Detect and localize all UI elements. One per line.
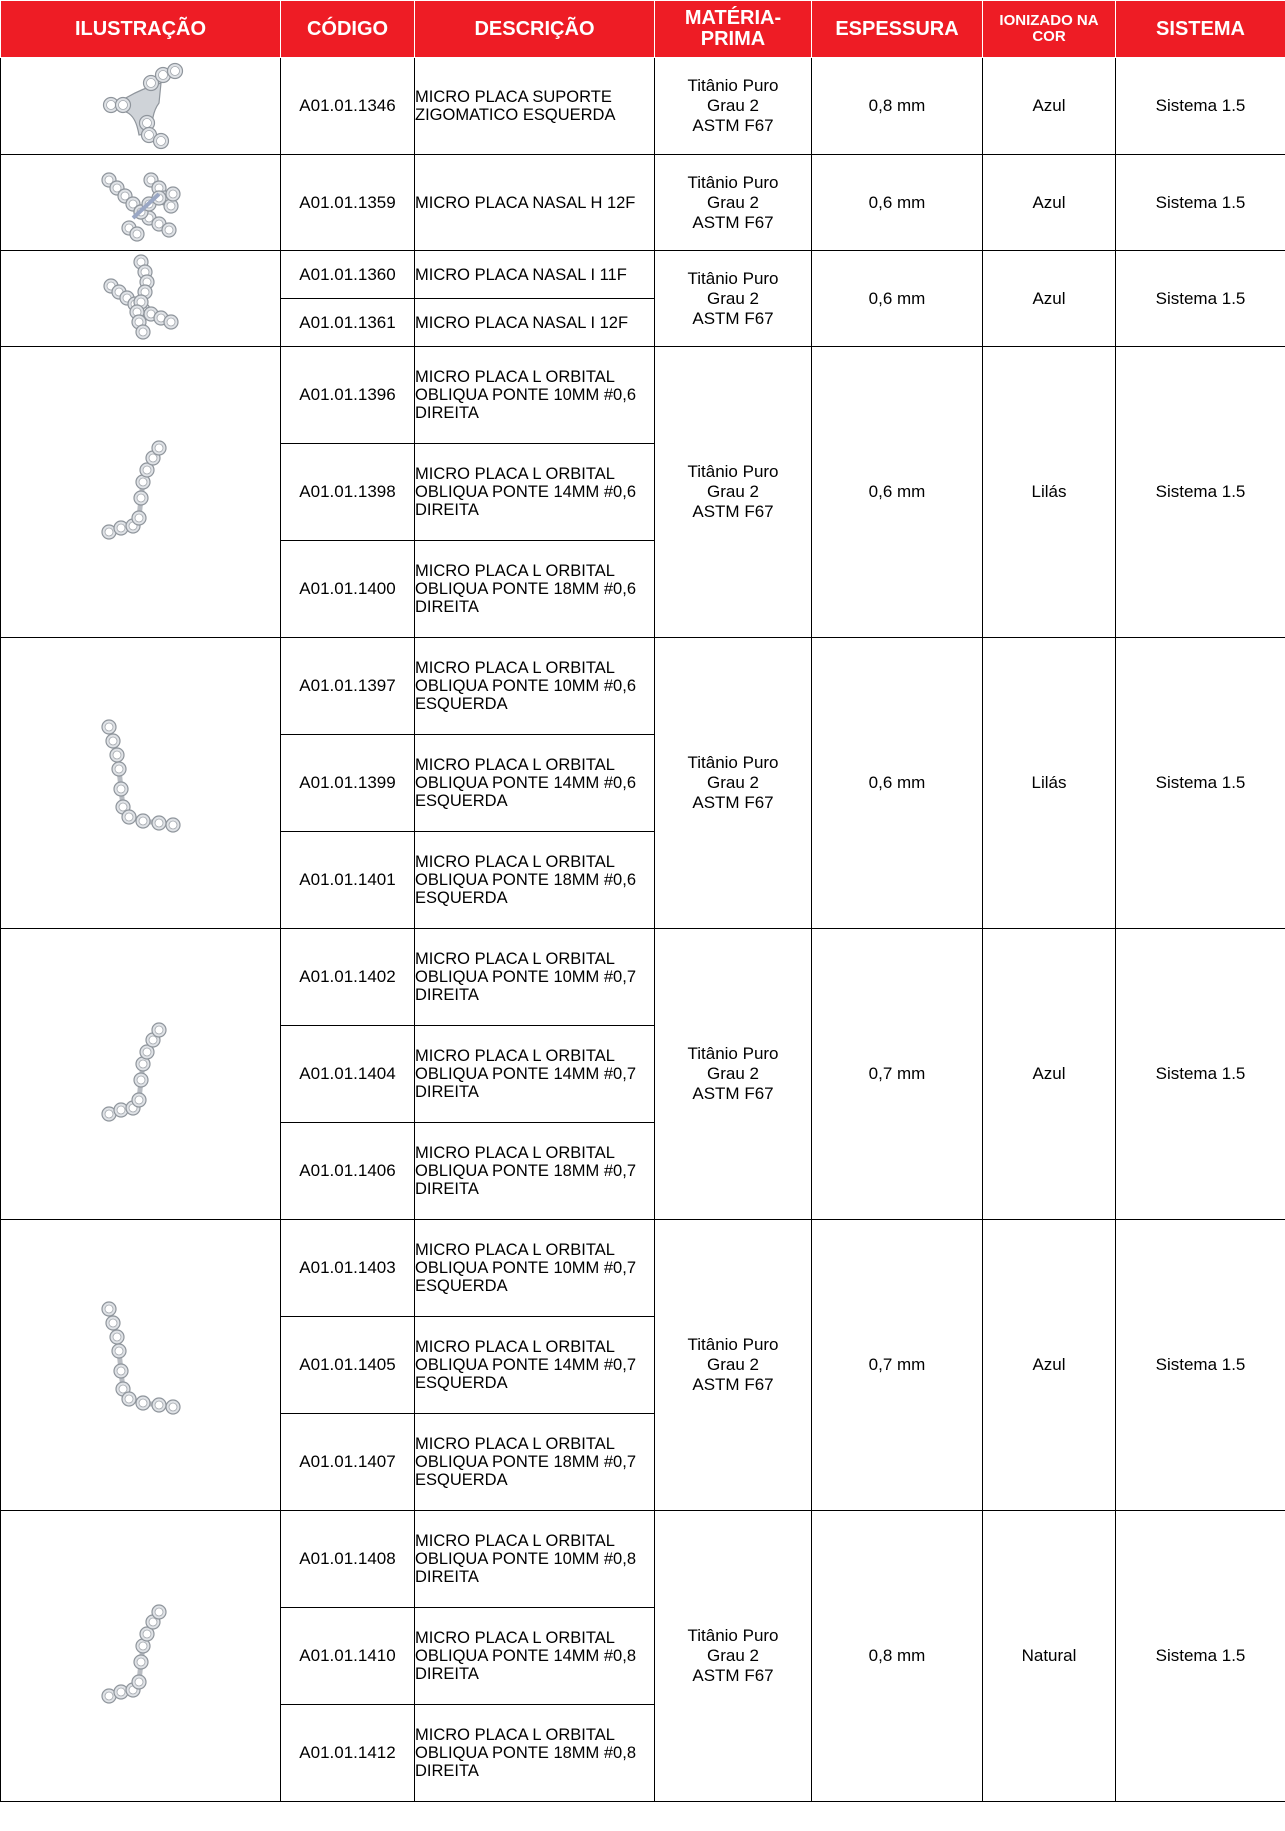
material-line: ASTM F67 bbox=[692, 793, 774, 812]
material-line: Titânio Puro bbox=[687, 462, 779, 481]
product-description: MICRO PLACA L ORBITAL OBLIQUA PONTE 10MM #0,7 DIREITA bbox=[415, 929, 655, 1026]
thickness-cell: 0,6 mm bbox=[812, 155, 983, 251]
material-cell bbox=[655, 58, 812, 155]
material-line: ASTM F67 bbox=[692, 1084, 774, 1103]
color-cell: Natural bbox=[983, 1511, 1116, 1802]
table-row bbox=[1, 251, 1285, 299]
product-description: MICRO PLACA L ORBITAL OBLIQUA PONTE 18MM #0,6 ESQUERDA bbox=[415, 832, 655, 929]
product-description: MICRO PLACA NASAL H 12F bbox=[415, 155, 655, 251]
illustration-cell bbox=[1, 929, 281, 1220]
material-line: Grau 2 bbox=[707, 192, 759, 212]
illustration-cell bbox=[1, 638, 281, 929]
thickness-cell: 0,6 mm bbox=[812, 347, 983, 638]
material-line: Titânio Puro bbox=[687, 1044, 779, 1063]
system-cell: Sistema 1.5 bbox=[1116, 929, 1285, 1220]
material-line: Titânio Puro bbox=[687, 268, 779, 288]
color-cell: Azul bbox=[983, 1220, 1116, 1511]
l-orbital-plate-right-icon bbox=[1, 1596, 280, 1716]
material-line: Titânio Puro bbox=[687, 1335, 779, 1354]
material-cell bbox=[655, 929, 812, 1220]
product-code: A01.01.1359 bbox=[281, 155, 415, 251]
system-cell: Sistema 1.5 bbox=[1116, 58, 1285, 155]
thickness-cell: 0,7 mm bbox=[812, 929, 983, 1220]
header-espessura: ESPESSURA bbox=[812, 1, 983, 58]
material-line: Grau 2 bbox=[707, 96, 759, 115]
product-description: MICRO PLACA L ORBITAL OBLIQUA PONTE 18MM #0,7 DIREITA bbox=[415, 1123, 655, 1220]
product-code: A01.01.1401 bbox=[281, 832, 415, 929]
material-cell bbox=[655, 251, 812, 347]
product-code: A01.01.1361 bbox=[281, 299, 415, 347]
header-row bbox=[1, 1, 1285, 58]
header-sistema: SISTEMA bbox=[1116, 1, 1285, 58]
illustration-cell bbox=[1, 1511, 281, 1802]
thickness-cell: 0,6 mm bbox=[812, 638, 983, 929]
product-code: A01.01.1406 bbox=[281, 1123, 415, 1220]
material-cell bbox=[655, 638, 812, 929]
color-cell: Lilás bbox=[983, 347, 1116, 638]
material-line: Grau 2 bbox=[707, 1355, 759, 1374]
product-code: A01.01.1400 bbox=[281, 541, 415, 638]
system-cell: Sistema 1.5 bbox=[1116, 1511, 1285, 1802]
color-cell: Azul bbox=[983, 251, 1116, 347]
header-ilustracao: ILUSTRAÇÃO bbox=[1, 1, 281, 58]
product-description: MICRO PLACA NASAL I 11F bbox=[415, 251, 655, 299]
product-description: MICRO PLACA L ORBITAL OBLIQUA PONTE 10MM #0,6 ESQUERDA bbox=[415, 638, 655, 735]
product-description: MICRO PLACA SUPORTE ZIGOMATICO ESQUERDA bbox=[415, 58, 655, 155]
thickness-cell: 0,7 mm bbox=[812, 1220, 983, 1511]
table-row bbox=[1, 58, 1285, 155]
product-description: MICRO PLACA L ORBITAL OBLIQUA PONTE 10MM #0,6 DIREITA bbox=[415, 347, 655, 444]
l-orbital-plate-right-icon bbox=[1, 1014, 280, 1134]
material-line: ASTM F67 bbox=[692, 502, 774, 521]
table-row bbox=[1, 638, 1285, 735]
illustration-cell bbox=[1, 251, 281, 347]
material-line: Grau 2 bbox=[707, 773, 759, 792]
material-line: ASTM F67 bbox=[692, 1375, 774, 1394]
table-row bbox=[1, 347, 1285, 444]
system-cell: Sistema 1.5 bbox=[1116, 251, 1285, 347]
product-code: A01.01.1360 bbox=[281, 251, 415, 299]
l-orbital-plate-right-icon bbox=[1, 432, 280, 552]
product-description: MICRO PLACA L ORBITAL OBLIQUA PONTE 10MM #0,8 DIREITA bbox=[415, 1511, 655, 1608]
l-orbital-plate-left-icon bbox=[1, 713, 280, 853]
system-cell: Sistema 1.5 bbox=[1116, 638, 1285, 929]
material-cell bbox=[655, 347, 812, 638]
thickness-cell: 0,8 mm bbox=[812, 58, 983, 155]
product-description: MICRO PLACA L ORBITAL OBLIQUA PONTE 14MM #0,8 DIREITA bbox=[415, 1608, 655, 1705]
product-description: MICRO PLACA L ORBITAL OBLIQUA PONTE 14MM #0,6 ESQUERDA bbox=[415, 735, 655, 832]
l-orbital-plate-left-icon bbox=[1, 1295, 280, 1435]
material-line: Grau 2 bbox=[707, 1064, 759, 1083]
product-code: A01.01.1405 bbox=[281, 1317, 415, 1414]
table-row bbox=[1, 1220, 1285, 1317]
header-descricao: DESCRIÇÃO bbox=[415, 1, 655, 58]
thickness-cell: 0,6 mm bbox=[812, 251, 983, 347]
product-description: MICRO PLACA L ORBITAL OBLIQUA PONTE 18MM #0,8 DIREITA bbox=[415, 1705, 655, 1802]
table-body bbox=[1, 58, 1285, 1802]
product-code: A01.01.1407 bbox=[281, 1414, 415, 1511]
illustration-cell bbox=[1, 155, 281, 251]
product-description: MICRO PLACA L ORBITAL OBLIQUA PONTE 18MM #0,7 ESQUERDA bbox=[415, 1414, 655, 1511]
material-line: Grau 2 bbox=[707, 482, 759, 501]
product-description: MICRO PLACA NASAL I 12F bbox=[415, 299, 655, 347]
material-line: ASTM F67 bbox=[692, 116, 774, 135]
color-cell: Lilás bbox=[983, 638, 1116, 929]
header-ionizado-na-cor: IONIZADO NA COR bbox=[983, 1, 1116, 58]
product-code: A01.01.1403 bbox=[281, 1220, 415, 1317]
product-code: A01.01.1412 bbox=[281, 1705, 415, 1802]
material-line: ASTM F67 bbox=[692, 308, 774, 328]
product-description: MICRO PLACA L ORBITAL OBLIQUA PONTE 14MM #0,6 DIREITA bbox=[415, 444, 655, 541]
header-codigo: CÓDIGO bbox=[281, 1, 415, 58]
product-description: MICRO PLACA L ORBITAL OBLIQUA PONTE 10MM #0,7 ESQUERDA bbox=[415, 1220, 655, 1317]
material-line: Titânio Puro bbox=[687, 1626, 779, 1645]
product-code: A01.01.1399 bbox=[281, 735, 415, 832]
color-cell: Azul bbox=[983, 58, 1116, 155]
illustration-cell bbox=[1, 1220, 281, 1511]
color-cell: Azul bbox=[983, 155, 1116, 251]
zygomatic-support-plate-icon bbox=[1, 61, 280, 151]
product-code: A01.01.1404 bbox=[281, 1026, 415, 1123]
illustration-cell bbox=[1, 58, 281, 155]
material-line: ASTM F67 bbox=[692, 212, 774, 232]
material-line: Titânio Puro bbox=[687, 172, 779, 192]
product-code: A01.01.1397 bbox=[281, 638, 415, 735]
product-code: A01.01.1346 bbox=[281, 58, 415, 155]
product-code: A01.01.1410 bbox=[281, 1608, 415, 1705]
material-line: Grau 2 bbox=[707, 1646, 759, 1665]
product-code: A01.01.1402 bbox=[281, 929, 415, 1026]
table-row bbox=[1, 1511, 1285, 1608]
system-cell: Sistema 1.5 bbox=[1116, 1220, 1285, 1511]
nasal-h-plate-icon bbox=[1, 158, 280, 248]
material-line: ASTM F67 bbox=[692, 1666, 774, 1685]
material-cell bbox=[655, 1220, 812, 1511]
nasal-i-plate-icon bbox=[1, 254, 280, 344]
product-code: A01.01.1396 bbox=[281, 347, 415, 444]
product-description: MICRO PLACA L ORBITAL OBLIQUA PONTE 14MM #0,7 ESQUERDA bbox=[415, 1317, 655, 1414]
product-code: A01.01.1398 bbox=[281, 444, 415, 541]
product-description: MICRO PLACA L ORBITAL OBLIQUA PONTE 14MM #0,7 DIREITA bbox=[415, 1026, 655, 1123]
table-row bbox=[1, 929, 1285, 1026]
material-line: Titânio Puro bbox=[687, 753, 779, 772]
material-cell bbox=[655, 155, 812, 251]
illustration-cell bbox=[1, 347, 281, 638]
system-cell: Sistema 1.5 bbox=[1116, 155, 1285, 251]
product-code: A01.01.1408 bbox=[281, 1511, 415, 1608]
header-materia-prima: MATÉRIA-PRIMA bbox=[655, 1, 812, 58]
thickness-cell: 0,8 mm bbox=[812, 1511, 983, 1802]
system-cell: Sistema 1.5 bbox=[1116, 347, 1285, 638]
material-line: Titânio Puro bbox=[687, 76, 779, 95]
color-cell: Azul bbox=[983, 929, 1116, 1220]
table-row bbox=[1, 155, 1285, 251]
material-line: Grau 2 bbox=[707, 288, 759, 308]
material-cell bbox=[655, 1511, 812, 1802]
product-description: MICRO PLACA L ORBITAL OBLIQUA PONTE 18MM #0,6 DIREITA bbox=[415, 541, 655, 638]
